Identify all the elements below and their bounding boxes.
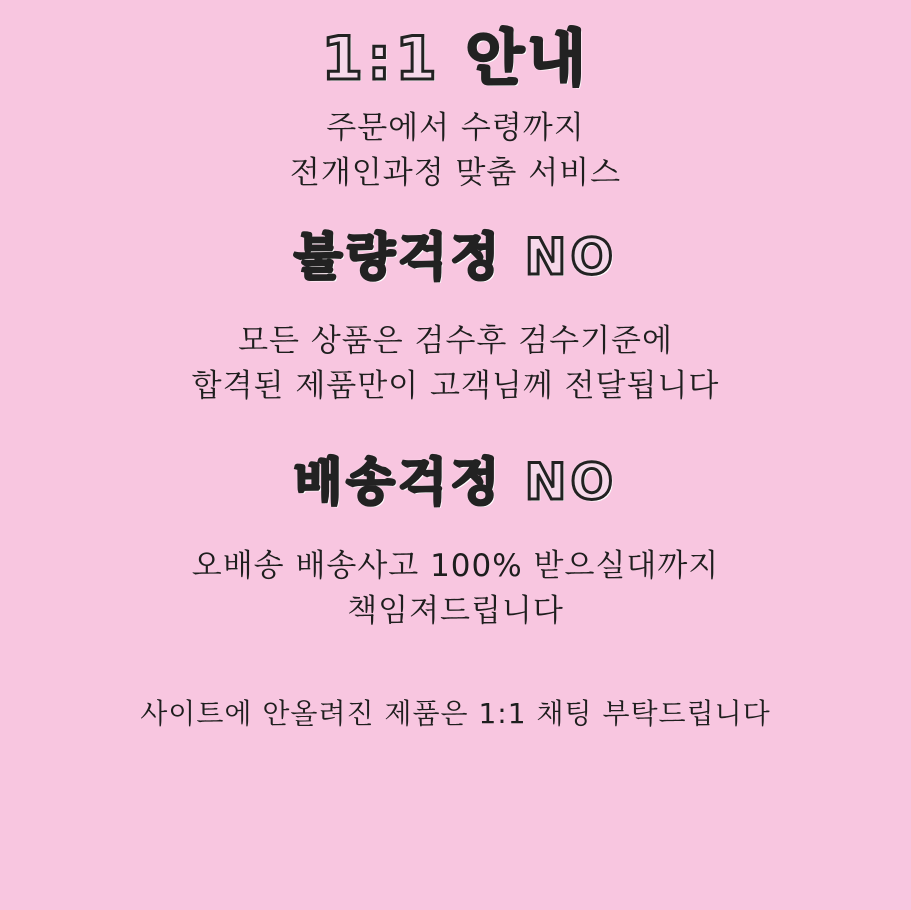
- intro-text: [0, 106, 911, 196]
- quality-line-1: 모든 상품은 검수후 검수기준에: [238, 322, 673, 359]
- quality-line-2: 합격된 제품만이 고객님께 전달됩니다: [191, 367, 720, 404]
- shipping-text: [0, 544, 911, 634]
- shipping-line-1: 오배송 배송사고 100% 받으실대까지: [191, 547, 720, 584]
- page-title: 1:1 안내: [321, 24, 590, 94]
- shipping-line-2: 책임져드립니다: [347, 592, 564, 629]
- intro-line-1: 주문에서 수령까지: [326, 110, 585, 146]
- quality-text: [0, 319, 911, 409]
- quality-heading: 불량걱정 NO: [294, 227, 617, 286]
- footer-note: 사이트에 안올려진 제품은 1:1 채팅 부탁드립니다: [140, 696, 771, 730]
- intro-line-2: 전개인과정 맞춤 서비스: [289, 154, 622, 191]
- shipping-heading: 배송걱정 NO: [294, 452, 617, 511]
